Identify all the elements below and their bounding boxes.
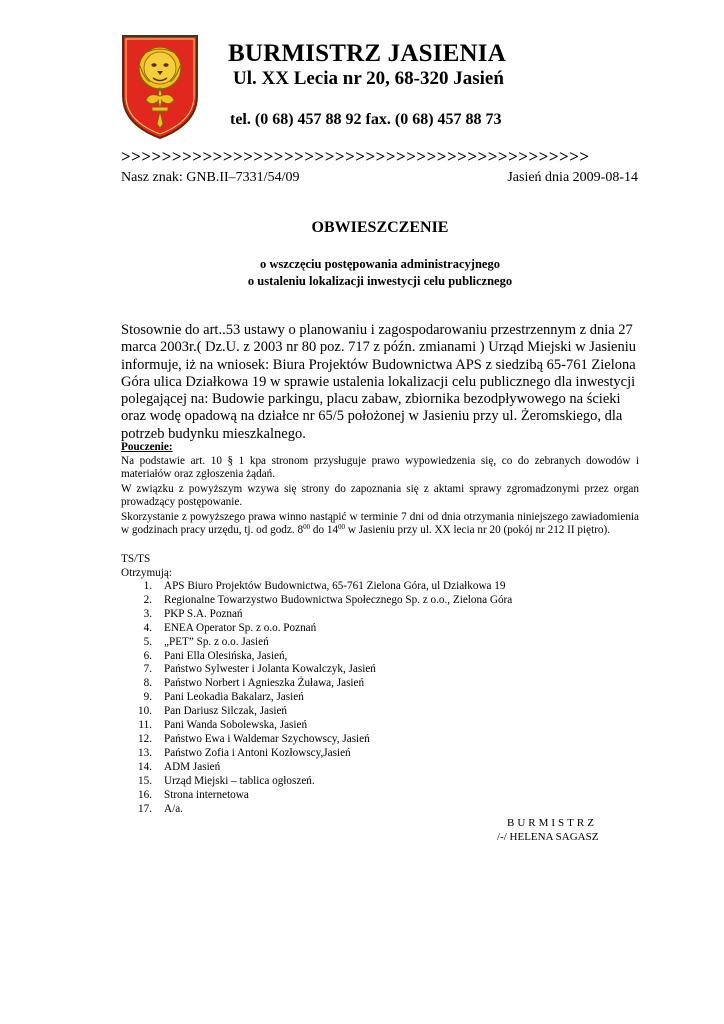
list-item-number: 9.	[143, 691, 152, 704]
p3-text-b: do 14	[310, 524, 339, 537]
pouczenie-paragraph-1: Na podstawie art. 10 § 1 kpa stronom przysługuje prawo wypowiedzenia się, co do zebranych dowodów i materiałów oraz zgłoszenia żądań.	[121, 455, 639, 481]
reference-number: Nasz znak: GNB.II–7331/54/09	[121, 170, 300, 185]
list-item	[121, 775, 512, 789]
list-item-text: PKP S.A. Poznań	[164, 607, 243, 620]
list-item-text: Strona internetowa	[164, 788, 249, 801]
list-item	[121, 677, 512, 691]
signature-title: BURMISTRZ	[507, 817, 597, 829]
list-item	[121, 622, 512, 636]
list-item	[121, 747, 512, 761]
p3-sup-1: 00	[303, 523, 311, 532]
list-item-text: Urząd Miejski – tablica ogłoszeń.	[164, 774, 315, 787]
list-item-text: Państwo Ewa i Waldemar Szychowscy, Jasień	[164, 732, 370, 745]
list-item-text: Pani Wanda Sobolewska, Jasień	[164, 719, 308, 732]
list-item	[121, 663, 512, 677]
coat-of-arms-icon	[121, 34, 199, 140]
office-title: BURMISTRZ JASIENIA	[228, 40, 506, 67]
list-item	[121, 733, 512, 747]
signature-name: /-/ HELENA SAGASZ	[497, 831, 599, 843]
list-item-number: 1.	[143, 580, 152, 592]
list-item-number: 2.	[143, 593, 152, 606]
list-item-text: Pani Leokadia Bakalarz, Jasień	[164, 691, 304, 704]
list-item-number: 5.	[143, 635, 152, 648]
list-item-text: ADM Jasień	[164, 760, 221, 773]
recipients-list	[121, 580, 512, 816]
list-item-number: 11.	[138, 719, 152, 732]
list-item-number: 3.	[143, 607, 152, 620]
list-item	[121, 719, 512, 733]
list-item	[121, 803, 512, 817]
list-item-number: 7.	[143, 663, 152, 676]
office-address: Ul. XX Lecia nr 20, 68-320 Jasień	[233, 68, 504, 89]
recipients-label: Otrzymują:	[121, 567, 172, 579]
p3-text-c: w Jasieniu przy ul. XX lecia nr 20 (pokój nr 212 II piętro).	[345, 524, 611, 537]
list-item	[121, 650, 512, 664]
list-item-text: ENEA Operator Sp. z o.o. Poznań	[164, 621, 317, 634]
list-item-number: 17.	[138, 802, 152, 815]
list-item-number: 4.	[143, 621, 152, 634]
p3-sup-2: 00	[338, 523, 346, 532]
list-item	[121, 608, 512, 622]
list-item-number: 15.	[138, 774, 152, 787]
list-item-text: Państwo Norbert i Agnieszka Żuława, Jasień	[164, 677, 365, 690]
pouczenie-paragraph-3	[121, 511, 639, 538]
list-item-number: 6.	[143, 649, 152, 662]
notice-body: Stosownie do art..53 ustawy o planowaniu i zagospodarowaniu przestrzennym z dnia 27 marca 2003r.( Dz.U. z 2003 nr 80 poz. 717 z późn. zmianami ) Urząd Miejski w Jasieniu informuje, iż na wniosek: Biura Projektów Budownictwa APS z siedzibą 65-761 Zielona Góra ulica Działkowa 19 w sprawie ustalenia lokalizacji celu publicznego dla inwestycji polegającej na: Budowie parkingu, placu zabaw, zbiornika bezodpływowego na ścieki oraz wodę opadową na działce nr 65/5 położonej w Jasieniu przy ul. Żeromskiego, dla potrzeb budynku mieszkalnego.	[121, 322, 637, 442]
list-item-text: „PET” Sp. z o.o. Jasień	[164, 635, 269, 648]
list-item	[121, 691, 512, 705]
office-phone: tel. (0 68) 457 88 92 fax. (0 68) 457 88 73	[230, 111, 502, 128]
notice-subtitle-line1: o wszczęciu postępowania administracyjnego	[260, 257, 500, 271]
notice-heading: OBWIESZCZENIE	[311, 219, 449, 236]
list-item-text: Państwo Sylwester i Jolanta Kowalczyk, Jasień	[164, 663, 376, 676]
list-item-number: 12.	[138, 732, 152, 745]
list-item-number: 14.	[138, 760, 152, 773]
list-item-number: 16.	[138, 788, 152, 801]
list-item-text: APS Biuro Projektów Budownictwa, 65-761 Zielona Góra, ul Działkowa 19	[164, 580, 506, 592]
notice-subtitle-line2: o ustaleniu lokalizacji inwestycji celu publicznego	[247, 274, 513, 288]
pouczenie-label: Pouczenie:	[121, 441, 173, 453]
document-date: Jasień dnia 2009-08-14	[507, 170, 638, 185]
list-item	[121, 705, 512, 719]
list-item	[121, 636, 512, 650]
list-item	[121, 761, 512, 775]
p3-text-a: Skorzystanie z powyższego prawa winno nastąpić w terminie 7 dni od dnia otrzymania niniejszego zawiadomienia w godzinach pracy urzędu, tj. od godz. 8	[121, 511, 639, 537]
list-item-number: 8.	[143, 677, 152, 690]
list-item	[121, 580, 512, 594]
list-item-text: Pani Ella Olesińska, Jasień,	[164, 649, 288, 662]
list-item-text: Państwo Zofia i Antoni Kozłowscy,Jasień	[164, 746, 351, 759]
list-item-text: Regionalne Towarzystwo Budownictwa Społecznego Sp. z o.o., Zielona Góra	[164, 593, 513, 606]
header-separator: >>>>>>>>>>>>>>>>>>>>>>>>>>>>>>>>>>>>>>>>>>>>>>	[121, 147, 590, 166]
list-item-number: 10.	[138, 705, 152, 718]
list-item-text: Pan Dariusz Silczak, Jasień	[164, 705, 288, 718]
list-item-number: 13.	[138, 746, 152, 759]
initials: TS/TS	[121, 553, 151, 565]
list-item	[121, 594, 512, 608]
list-item-text: A/a.	[164, 802, 183, 815]
list-item	[121, 789, 512, 803]
pouczenie-paragraph-2: W związku z powyższym wzywa się strony do zapoznania się z aktami sprawy zgromadzonymi przez organ prowadzący postępowanie.	[121, 483, 639, 509]
